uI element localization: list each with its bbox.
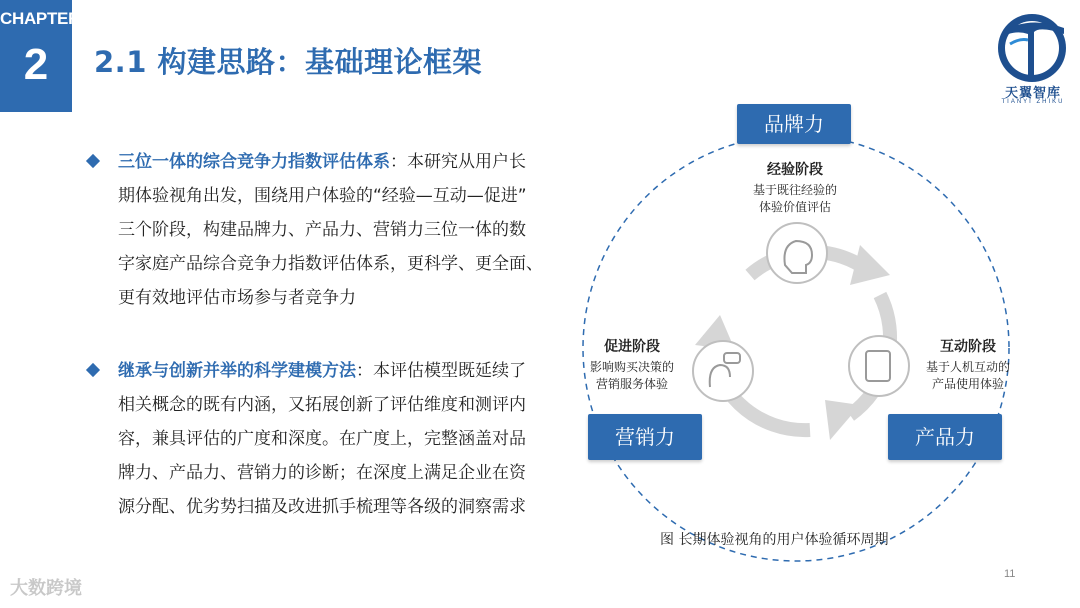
promotion-stage-desc: 影响购买决策的 营销服务体验: [589, 360, 674, 391]
marketing-power-box: 营销力: [588, 414, 702, 460]
bullet-line: 源分配、优劣势扫描及改进抓手梳理等各级的洞察需求: [118, 497, 526, 517]
diamond-bullet-icon: [86, 363, 100, 377]
speech-person-icon: [693, 341, 753, 401]
bullet-line: 相关概念的既有内涵，又拓展创新了评估维度和测评内: [118, 395, 526, 415]
bullet-point-1: [88, 145, 578, 315]
tablet-touch-icon: [849, 336, 909, 396]
bullet-line: 三个阶段，构建品牌力、产品力、营销力三位一体的数: [118, 220, 526, 240]
logo-subtitle: TIANYI ZHIKU: [1001, 99, 1065, 105]
promotion-stage-title: 促进阶段: [604, 339, 660, 355]
bullet-line: 牌力、产品力、营销力的诊断；在深度上满足企业在资: [118, 463, 526, 483]
experience-cycle-diagram: [560, 95, 1080, 565]
bullet-line: 更有效地评估市场参与者竞争力: [118, 288, 356, 308]
bullet-line: 期体验视角出发，围绕用户体验的“经验—互动—促进”: [118, 186, 527, 206]
bullet-line: 容，兼具评估的广度和深度。在广度上，完整涵盖对品: [118, 429, 526, 449]
interaction-stage-title: 互动阶段: [940, 339, 996, 355]
brand-power-box: 品牌力: [737, 104, 851, 144]
page-number: 11: [1004, 568, 1016, 580]
bullet-line: 字家庭产品综合竞争力指数评估体系，更科学、更全面、: [118, 254, 543, 274]
chapter-number: 2: [23, 40, 49, 89]
experience-stage-desc: 基于既往经验的 体验价值评估: [752, 183, 837, 214]
bullet-heading: 继承与创新并举的科学建模方法: [118, 361, 356, 381]
product-power-box: 产品力: [888, 414, 1002, 460]
interaction-stage-desc: 基于人机互动的 产品使用体验: [925, 360, 1010, 391]
bullet-line: ：本评估模型既延续了: [356, 361, 526, 381]
watermark: 大数跨境: [10, 578, 82, 599]
figure-caption: 图 长期体验视角的用户体验循环周期: [660, 532, 889, 548]
bullet-point-2: [88, 354, 578, 524]
experience-stage-title: 经验阶段: [767, 162, 823, 178]
bullet-line: ：本研究从用户长: [390, 152, 526, 172]
arrow-head: [850, 245, 890, 285]
page-title: 2.1 构建思路：基础理论框架: [94, 45, 482, 79]
logo-name: 天翼智库: [1004, 86, 1061, 101]
diamond-bullet-icon: [86, 154, 100, 168]
bullet-heading: 三位一体的综合竞争力指数评估体系: [118, 152, 390, 172]
chapter-tab: [0, 0, 81, 112]
chapter-label: CHAPTER: [0, 9, 81, 28]
